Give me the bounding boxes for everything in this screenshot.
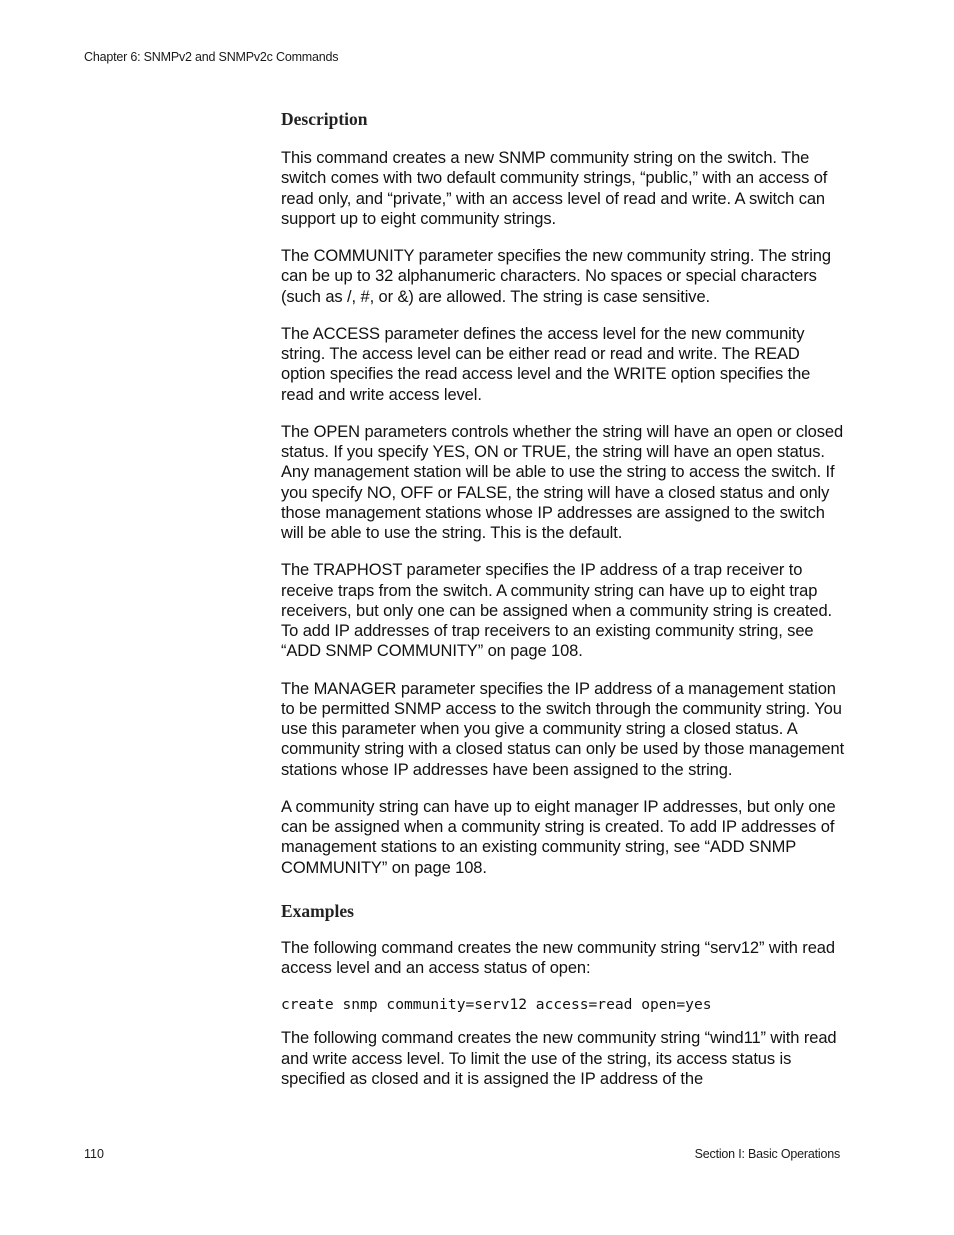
examples-heading: Examples [281, 900, 354, 921]
traphost-parameter-paragraph: The TRAPHOST parameter specifies the IP address of a trap receiver to receive traps from the switch. A community string can have up to eight trap receivers, but only one can be assigned when a community string is created. To add IP addresses of trap receivers to an existing community string, see “ADD SNMP COMMUNITY” on page 108. [281, 561, 833, 661]
example-1-command: create snmp community=serv12 access=read open=yes [281, 996, 712, 1014]
footer-page-number: 110 [84, 1147, 104, 1161]
running-header-chapter: Chapter 6: SNMPv2 and SNMPv2c Commands [84, 50, 339, 64]
access-parameter-paragraph: The ACCESS parameter defines the access level for the new community string. The access level can be either read or read and write. The READ option specifies the read access level and the WRITE option specifies the read and write access level. [281, 324, 811, 404]
footer-section-title: Section I: Basic Operations [694, 1147, 840, 1161]
page-body [281, 108, 847, 1106]
description-heading: Description [281, 109, 368, 129]
example-1-intro: The following command creates the new community string “serv12” with read access level and an access status of open: [281, 938, 835, 978]
manager-limit-paragraph: A community string can have up to eight manager IP addresses, but only one can be assigned when a community string is created. To add IP addresses of management stations to an existing community string, see “ADD SNMP COMMUNITY” on page 108. [281, 797, 836, 877]
open-parameter-paragraph: The OPEN parameters controls whether the string will have an open or closed status. If you specify YES, ON or TRUE, the string will have an open status. Any management station will be able to use the string to access the switch. If you specify NO, OFF or FALSE, the string will have a closed status and only those management stations whose IP addresses are assigned to the switch will be able to use the string. This is the default. [281, 422, 844, 543]
manager-parameter-paragraph: The MANAGER parameter specifies the IP address of a management station to be permitted SNMP access to the switch through the community string. You use this parameter when you give a community string a closed status. A community string with a closed status can only be used by those management stations whose IP addresses have been assigned to the string. [281, 679, 845, 779]
example-2-intro: The following command creates the new community string “wind11” with read and write access level. To limit the use of the string, its access status is specified as closed and it is assigned the IP address of the [281, 1029, 837, 1088]
description-paragraph: This command creates a new SNMP community string on the switch. The switch comes with two default community strings, “public,” with an access of read only, and “private,” with an access level of read and write. A switch can support up to eight community strings. [281, 149, 828, 228]
community-parameter-paragraph: The COMMUNITY parameter specifies the new community string. The string can be up to 32 alphanumeric characters. No spaces or special characters (such as /, #, or &) are allowed. The string is case sensitive. [281, 246, 831, 306]
